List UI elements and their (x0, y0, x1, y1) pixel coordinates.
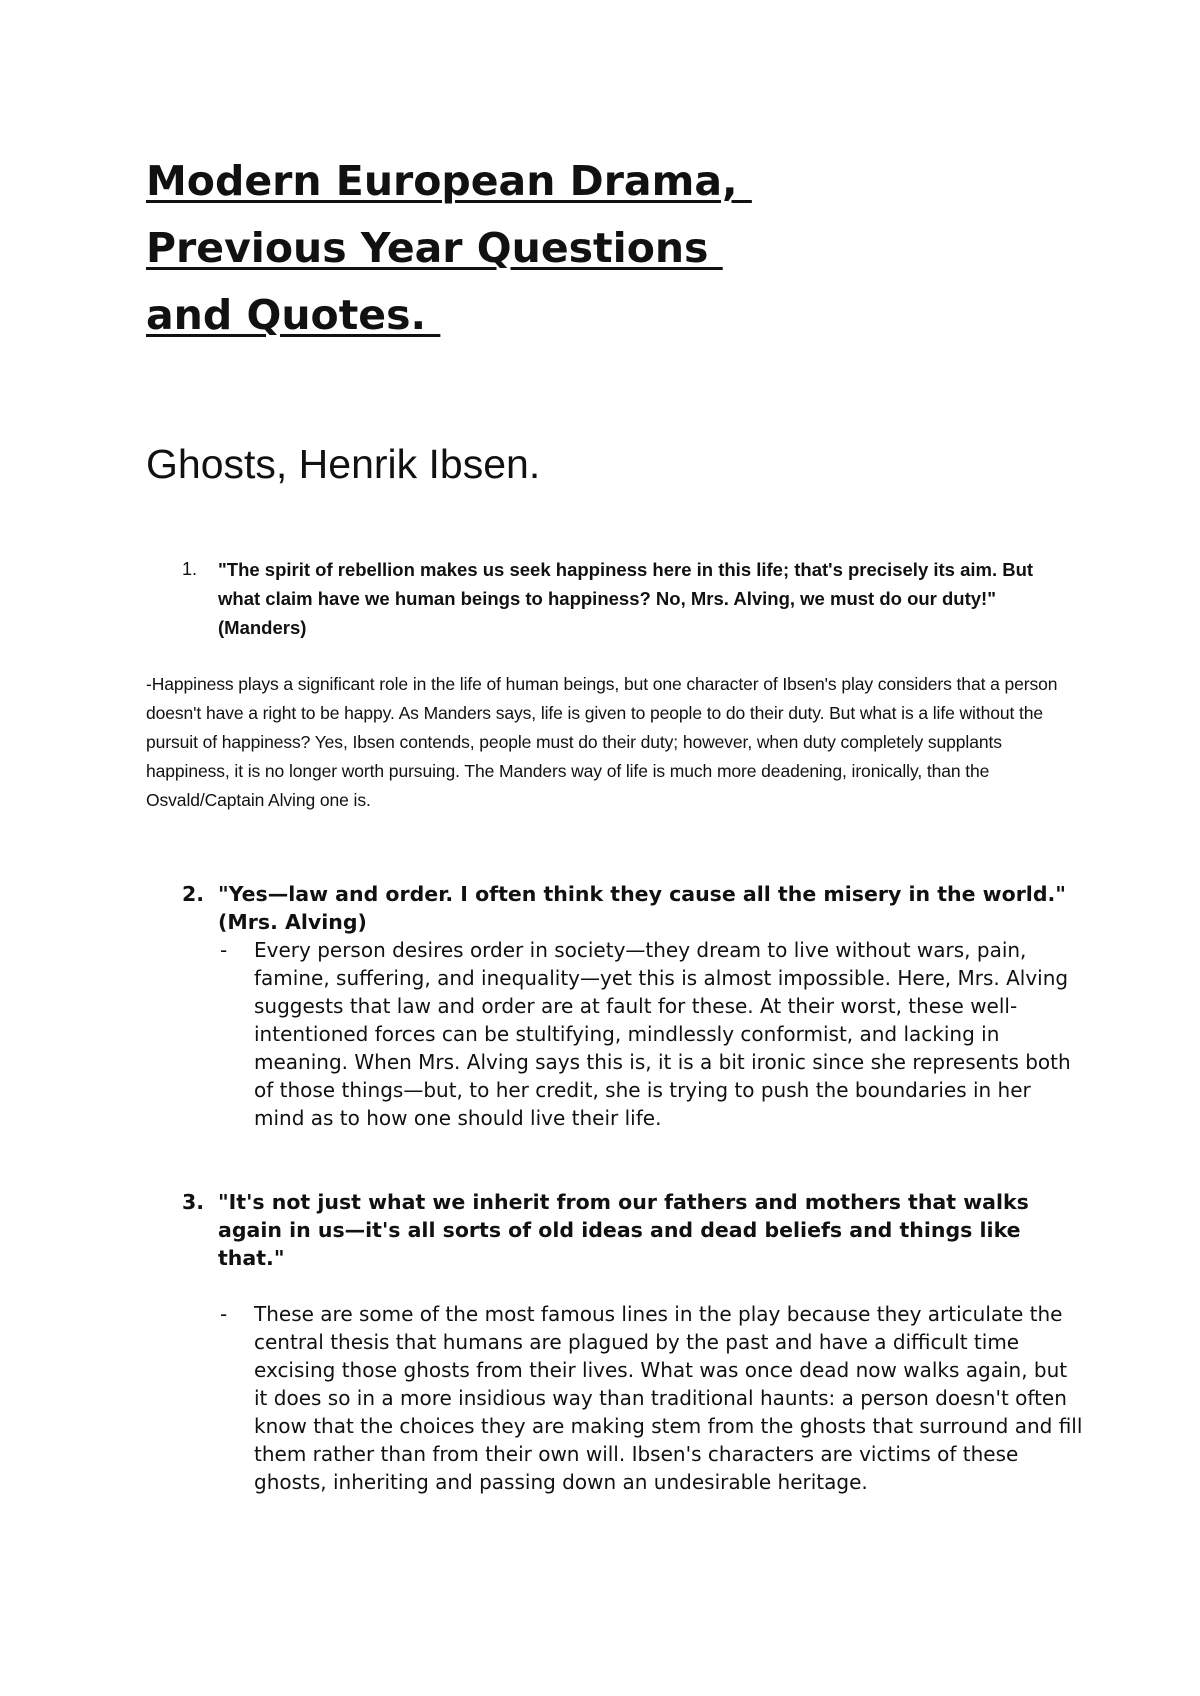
analysis-text: Happiness plays a significant role in the life of human beings, but one character of Ibsen's play considers that a person doesn't have a right to be happy. As Manders says, life is given to people to do their duty. But what is a life without the pursuit of happiness? Yes, Ibsen contends, people must do their duty; however, when duty completely supplants happiness, it is no longer worth pursuing. The Manders way of life is much more deadening, ironically, than the Osvald/Captain Alving one is. (146, 674, 1058, 810)
analysis-dash: - (220, 938, 228, 962)
question-quote: "The spirit of rebellion makes us seek happiness here in this life; that's precisely its aim. But what claim have we human beings to happiness? No, Mrs. Alving, we must do our duty!" (Manders) (218, 559, 1034, 638)
title-line: Previous Year Questions (146, 224, 723, 272)
title-line: Modern European Drama, (146, 157, 752, 205)
title-line: and Quotes. (146, 291, 441, 339)
question-quote: "Yes—law and order. I often think they cause all the misery in the world." (Mrs. Alving) (218, 882, 1066, 934)
question-analysis-1 (146, 670, 1076, 815)
question-number: 2. (182, 882, 205, 906)
analysis-dash: - (146, 674, 152, 694)
question-analysis: Every person desires order in society—they dream to live without wars, pain, famine, suffering, and inequality—yet this is almost impossible. Here, Mrs. Alving suggests that law and order are at fault for these. At their worst, these well-intentioned forces can be stultifying, mindlessly conformist, and lacking in meaning. When Mrs. Alving says this is, it is a bit ironic since she represents both of those things—but, to her credit, she is trying to push the boundaries in her mind as to how one should live their life. (254, 938, 1071, 1130)
question-analysis: These are some of the most famous lines in the play because they articulate the central thesis that humans are plagued by the past and have a difficult time excising those ghosts from their lives. What was once dead now walks again, but it does so in a more insidious way than traditional haunts: a person doesn't often know that the choices they are making stem from the ghosts that surround and fill them rather than from their own will. Ibsen's characters are victims of these ghosts, inheriting and passing down an undesirable heritage. (254, 1302, 1083, 1494)
analysis-dash: - (220, 1302, 228, 1326)
question-number: 1. (182, 559, 198, 579)
section-heading: Ghosts, Henrik Ibsen. (146, 441, 541, 487)
document-title (146, 148, 1046, 349)
question-quote: "It's not just what we inherit from our fathers and mothers that walks again in us—it's all sorts of old ideas and dead beliefs and things like that." (218, 1190, 1029, 1270)
question-number: 3. (182, 1190, 205, 1214)
